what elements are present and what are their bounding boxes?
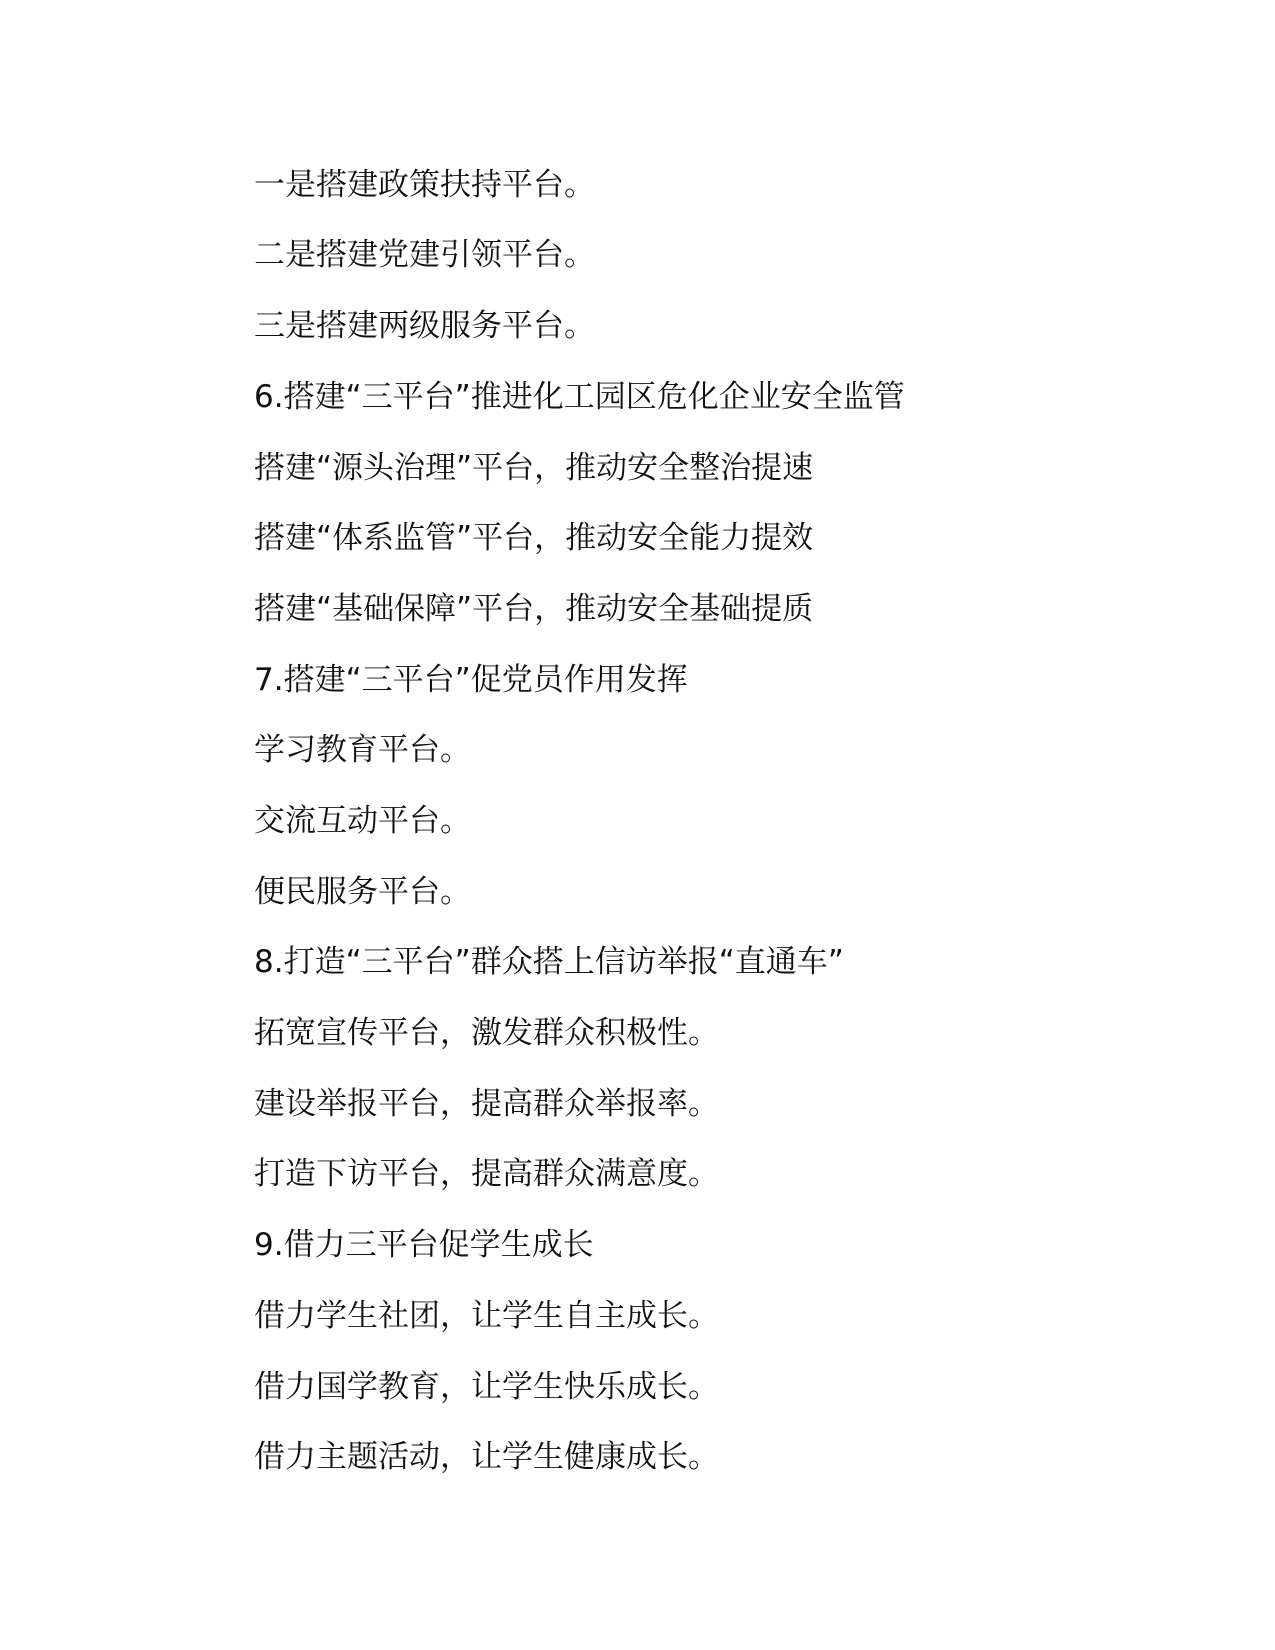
text-line: 三是搭建两级服务平台。 <box>254 308 595 344</box>
text-line: 一是搭建政策扶持平台。 <box>254 167 595 203</box>
text-line: 交流互动平台。 <box>254 803 471 839</box>
text-line: 打造下访平台，提高群众满意度。 <box>254 1156 719 1192</box>
text-line: 借力学生社团，让学生自主成长。 <box>254 1298 719 1334</box>
text-line: 学习教育平台。 <box>254 732 471 768</box>
text-line: 借力国学教育，让学生快乐成长。 <box>254 1369 719 1405</box>
text-line: 拓宽宣传平台，激发群众积极性。 <box>254 1015 719 1051</box>
section-heading: 8.打造“三平台”群众搭上信访举报“直通车” <box>254 944 844 980</box>
text-line: 搭建“源头治理”平台，推动安全整治提速 <box>254 450 814 486</box>
section-heading: 7.搭建“三平台”促党员作用发挥 <box>254 662 688 698</box>
text-line: 借力主题活动，让学生健康成长。 <box>254 1439 719 1475</box>
text-line: 搭建“基础保障”平台，推动安全基础提质 <box>254 591 814 627</box>
section-heading: 6.搭建“三平台”推进化工园区危化企业安全监管 <box>254 379 905 415</box>
text-line: 便民服务平台。 <box>254 874 471 910</box>
text-line: 二是搭建党建引领平台。 <box>254 237 595 273</box>
text-line: 搭建“体系监管”平台，推动安全能力提效 <box>254 520 814 556</box>
text-line: 建设举报平台，提高群众举报率。 <box>254 1086 719 1122</box>
section-heading: 9.借力三平台促学生成长 <box>254 1227 594 1263</box>
